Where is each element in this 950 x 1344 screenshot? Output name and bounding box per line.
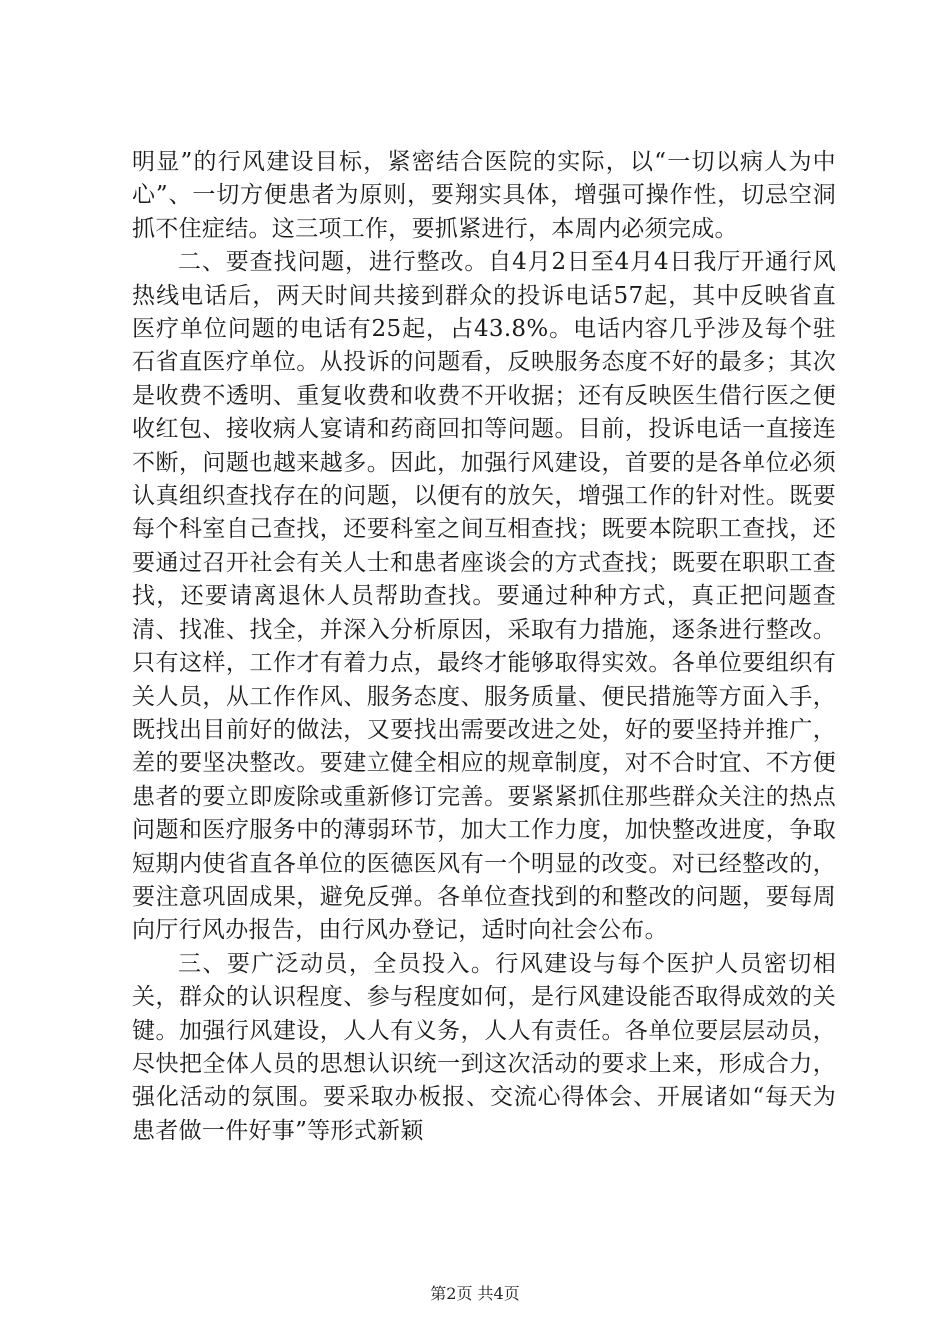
page-number-footer: 第2页 共4页 [430, 1284, 520, 1303]
paragraph-section-three: 三、要广泛动员，全员投入。行风建设与每个医护人员密切相关，群众的认识程度、参与程度如何，是行风建设能否取得成效的关键。加强行风建设，人人有义务，人人有责任。各单位要层层动员，尽快把全体人员的思想认识统一到这次活动的要求上来，形成合力，强化活动的氛围。要采取办板报、交流心得体会、开展诸如“每天为患者做一件好事”等形式新颖 [132, 950, 836, 1144]
body-text [132, 146, 836, 1148]
paragraph-continuation: 明显”的行风建设目标，紧密结合医院的实际，以“一切以病人为中心”、一切方便患者为原则，要翔实具体，增强可操作性，切忌空洞抓不住症结。这三项工作，要抓紧进行，本周内必须完成。 [132, 149, 836, 242]
paragraph-section-two: 二、要查找问题，进行整改。自4月2日至4月4日我厅开通行风热线电话后，两天时间共接到群众的投诉电话57起，其中反映省直医疗单位问题的电话有25起，占43.8%。电话内容几乎涉及每个驻石省直医疗单位。从投诉的问题看，反映服务态度不好的最多；其次是收费不透明、重复收费和收费不开收据；还有反映医生借行医之便收红包、接收病人宴请和药商回扣等问题。目前，投诉电话一直接连不断，问题也越来越多。因此，加强行风建设，首要的是各单位必须认真组织查找存在的问题，以便有的放矢，增强工作的针对性。既要每个科室自己查找，还要科室之间互相查找；既要本院职工查找，还要通过召开社会有关人士和患者座谈会的方式查找；既要在职职工查找，还要请离退休人员帮助查找。要通过种种方式，真正把问题查清、找准、找全，并深入分析原因，采取有力措施，逐条进行整改。只有这样，工作才有着力点，最终才能够取得实效。各单位要组织有关人员，从工作作风、服务态度、服务质量、便民措施等方面入手，既找出目前好的做法，又要找出需要改进之处，好的要坚持并推广，差的要坚决整改。要建立健全相应的规章制度，对不合时宜、不方便患者的要立即废除或重新修订完善。要紧紧抓住那些群众关注的热点问题和医疗服务中的薄弱环节，加大工作力度，加快整改进度，争取短期内使省直各单位的医德医风有一个明显的改变。对已经整改的，要注意巩固成果，避免反弹。各单位查找到的和整改的问题，要每周向厅行风办报告，由行风办登记，适时向社会公布。 [132, 249, 836, 944]
